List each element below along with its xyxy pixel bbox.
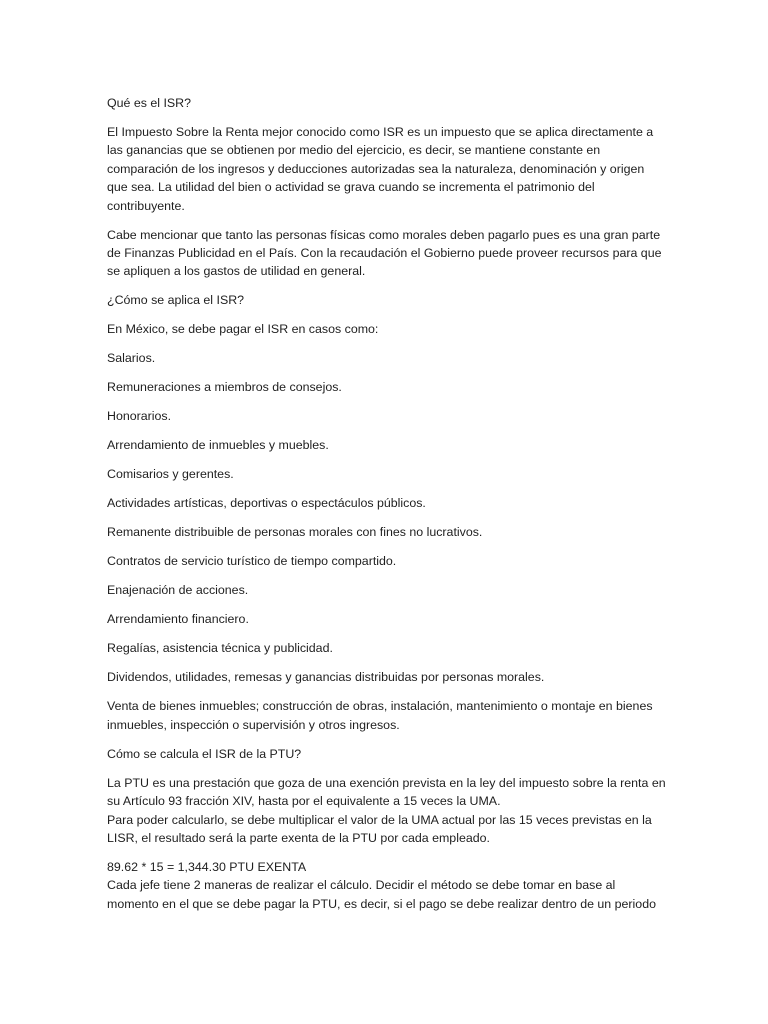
case-item: Remanente distribuible de personas morales con fines no lucrativos. — [107, 525, 483, 540]
case-item: Regalías, asistencia técnica y publicidad. — [107, 641, 333, 656]
case-item: Remuneraciones a miembros de consejos. — [107, 380, 342, 395]
final-paragraph: Cada jefe tiene 2 maneras de realizar el cálculo. Decidir el método se debe tomar en base al momento en el que se debe pagar la PTU, es decir, si el pago se debe realizar dentro de un periodo — [107, 878, 656, 911]
intro-paragraph: El Impuesto Sobre la Renta mejor conocido como ISR es un impuesto que se aplica directamente a las ganancias que se obtienen por medio del ejercicio, es decir, se mantiene constante en comparación de los ingresos y deducciones autorizadas sea la naturaleza, denominación y origen que sea. La utilidad del bien o actividad se grava cuando se incrementa el patrimonio del contribuyente. — [107, 125, 654, 213]
document-content — [107, 94, 667, 924]
cases-intro: En México, se debe pagar el ISR en casos como: — [107, 322, 379, 337]
case-item: Arrendamiento financiero. — [107, 612, 249, 627]
application-heading: ¿Cómo se aplica el ISR? — [107, 293, 245, 308]
case-item: Comisarios y gerentes. — [107, 467, 234, 482]
second-paragraph: Cabe mencionar que tanto las personas físicas como morales deben pagarlo pues es una gran parte de Finanzas Publicidad en el País. Con la recaudación el Gobierno puede proveer recursos para que se apliquen a los gastos de utilidad en general. — [107, 227, 662, 279]
case-item: Enajenación de acciones. — [107, 583, 249, 598]
case-item: Arrendamiento de inmuebles y muebles. — [107, 438, 329, 453]
ptu-paragraph-2: Para poder calcularlo, se debe multiplicar el valor de la UMA actual por las 15 veces previstas en la LISR, el resultado será la parte exenta de la PTU por cada empleado. — [107, 812, 652, 846]
ptu-paragraph-1: La PTU es una prestación que goza de una exención prevista en la ley del impuesto sobre la renta en su Artículo 93 fracción XIV, hasta por el equivalente a 15 veces la UMA. — [107, 775, 666, 809]
document-title: Qué es el ISR? — [107, 96, 192, 110]
formula: 89.62 * 15 = 1,344.30 PTU EXENTA — [107, 860, 307, 875]
case-item: Dividendos, utilidades, remesas y ganancias distribuidas por personas morales. — [107, 670, 545, 685]
case-item: Venta de bienes inmuebles; construcción de obras, instalación, mantenimiento o montaje en bienes inmuebles, inspección o supervisión y otros ingresos. — [107, 699, 653, 732]
case-item: Salarios. — [107, 351, 156, 366]
case-item: Actividades artísticas, deportivas o espectáculos públicos. — [107, 496, 426, 511]
ptu-heading: Cómo se calcula el ISR de la PTU? — [107, 746, 302, 761]
case-item: Contratos de servicio turístico de tiempo compartido. — [107, 554, 397, 569]
case-item: Honorarios. — [107, 409, 172, 424]
